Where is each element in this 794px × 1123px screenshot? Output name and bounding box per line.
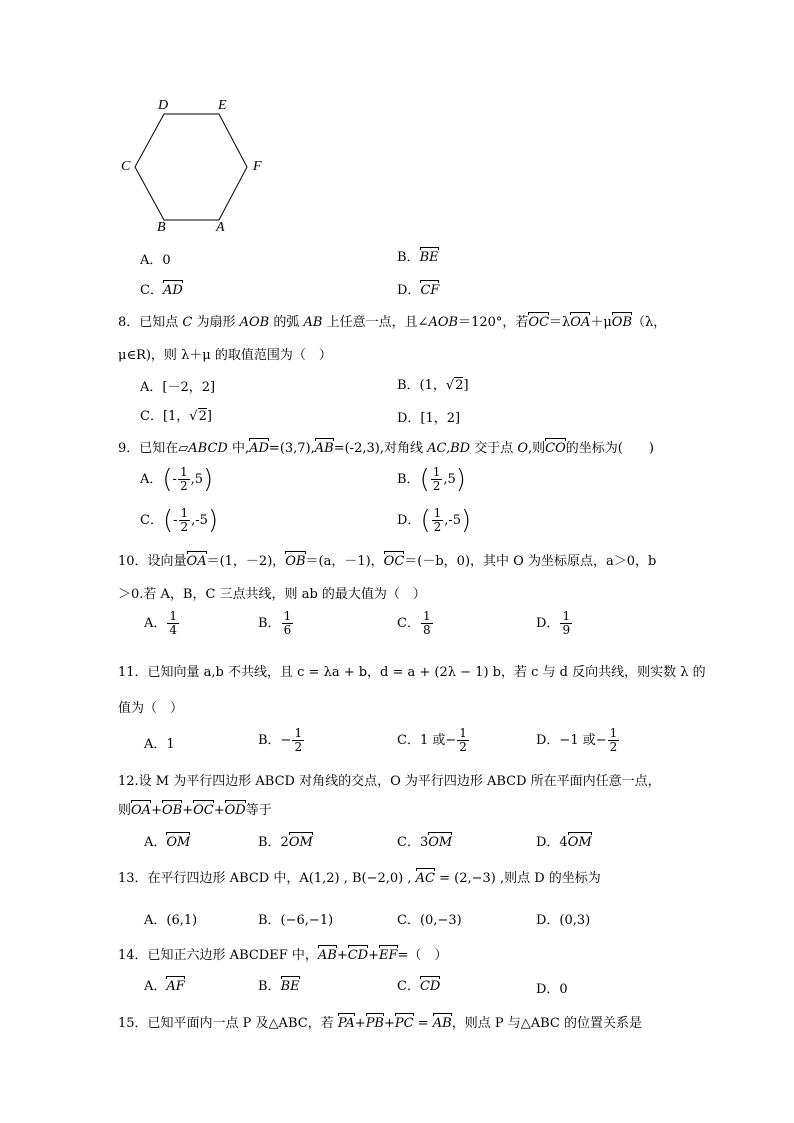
q7-option-d: D．CF xyxy=(397,279,439,298)
q13-stem: 13．在平行四边形 ABCD 中，A(1,2) , B(−2,0) , AC = (2,−3) ,则点 D 的坐标为 xyxy=(118,867,601,886)
q9-stem: 9．已知在▱ABCD 中,AD=(3,7),AB=(-2,3),对角线 AC,BD 交于点 O,则CO的坐标为( ) xyxy=(118,437,654,456)
q13-option-b: B．(−6,−1) xyxy=(258,913,334,928)
q11-stem-line2: 值为（ ） xyxy=(118,701,184,716)
q10-option-d: D． $\frac{1}{9}$ xyxy=(536,609,571,637)
q8-option-d: D．[1，2] xyxy=(397,411,461,426)
q7-option-a: A．0 xyxy=(140,253,171,268)
q11-stem-line1: 11．已知向量 a,b 不共线，且 c = λa + b，d = a + (2λ − 1) b，若 c 与 d 反向共线，则实数 λ 的 xyxy=(118,665,706,680)
q10-option-a: A． $\frac{1}{4}$ xyxy=(144,609,178,637)
q9-option-c: C．(- $\frac{1}{2}$ ,-5) xyxy=(140,505,219,536)
q9-option-d: D．( $\frac{1}{2}$ ,-5) xyxy=(397,505,472,536)
q11-option-c: C．1 或− $\frac{1}{2}$ xyxy=(397,726,467,754)
q7-option-c: C．AD xyxy=(140,279,183,298)
q12-stem-line1: 12.设 M 为平行四边形 ABCD 对角线的交点，O 为平行四边形 ABCD 所在平面内任意一点， xyxy=(118,774,661,789)
hex-label-a: A xyxy=(216,220,225,235)
q14-option-b: B．BE xyxy=(258,975,300,994)
q10-stem-line2: ＞0.若 A，B，C 三点共线，则 ab 的最大值为（ ） xyxy=(118,587,426,602)
q8-stem-line2: μ∈R)，则 λ＋μ 的取值范围为（ ） xyxy=(118,348,332,363)
q12-option-c: C．3OM xyxy=(397,831,452,850)
hex-label-b: B xyxy=(157,220,166,235)
hex-label-d: D xyxy=(158,98,169,113)
q8-option-a: A．[－2，2] xyxy=(140,380,216,395)
hexagon-figure xyxy=(110,95,270,235)
q14-option-d: D．0 xyxy=(536,982,568,997)
q13-option-d: D．(0,3) xyxy=(536,913,591,928)
q10-option-c: C． $\frac{1}{8}$ xyxy=(397,609,431,637)
q11-option-b: B．− $\frac{1}{2}$ xyxy=(258,726,303,754)
q11-option-d: D．−1 或− $\frac{1}{2}$ xyxy=(536,726,618,754)
q8-option-b: B．(1，√2] xyxy=(397,378,469,393)
q9-option-b: B．( $\frac{1}{2}$ ,5) xyxy=(397,464,466,495)
q14-stem: 14．已知正六边形 ABCDEF 中，AB+CD+EF=（ ） xyxy=(118,944,447,963)
hex-label-c: C xyxy=(121,159,131,174)
q12-stem-line2: 则OA+OB+OC+OD等于 xyxy=(118,799,272,818)
q12-option-d: D．4OM xyxy=(536,831,592,850)
q15-stem: 15．已知平面内一点 P 及△ABC，若 PA+PB+PC = AB，则点 P 与△ABC 的位置关系是 xyxy=(118,1012,642,1031)
hex-label-f: F xyxy=(253,159,262,174)
q7-option-b: B．BE xyxy=(397,246,439,265)
q14-option-a: A．AF xyxy=(144,975,185,994)
q10-stem-line1: 10．设向量OA＝(1，－2)，OB＝(a，－1)，OC＝(－b，0)，其中 O 为坐标原点，a＞0，b xyxy=(118,550,656,569)
hexagon-shape xyxy=(135,114,247,220)
hex-label-e: E xyxy=(218,98,227,113)
q9-option-a: A．(- $\frac{1}{2}$ ,5) xyxy=(140,464,214,495)
q8-stem-line1: 8．已知点 C 为扇形 AOB 的弧 AB 上任意一点，且∠AOB＝120°，若OC＝λOA＋μOB（λ， xyxy=(118,311,666,330)
q13-option-c: C．(0,−3) xyxy=(397,913,462,928)
q8-option-c: C．[1，√2] xyxy=(140,409,212,424)
q12-option-b: B．2OM xyxy=(258,831,313,850)
q13-option-a: A．(6,1) xyxy=(144,913,198,928)
q14-option-c: C．CD xyxy=(397,975,440,994)
q11-option-a: A．1 xyxy=(144,737,175,752)
q10-option-b: B． $\frac{1}{6}$ xyxy=(258,609,292,637)
q12-option-a: A．OM xyxy=(144,831,190,850)
